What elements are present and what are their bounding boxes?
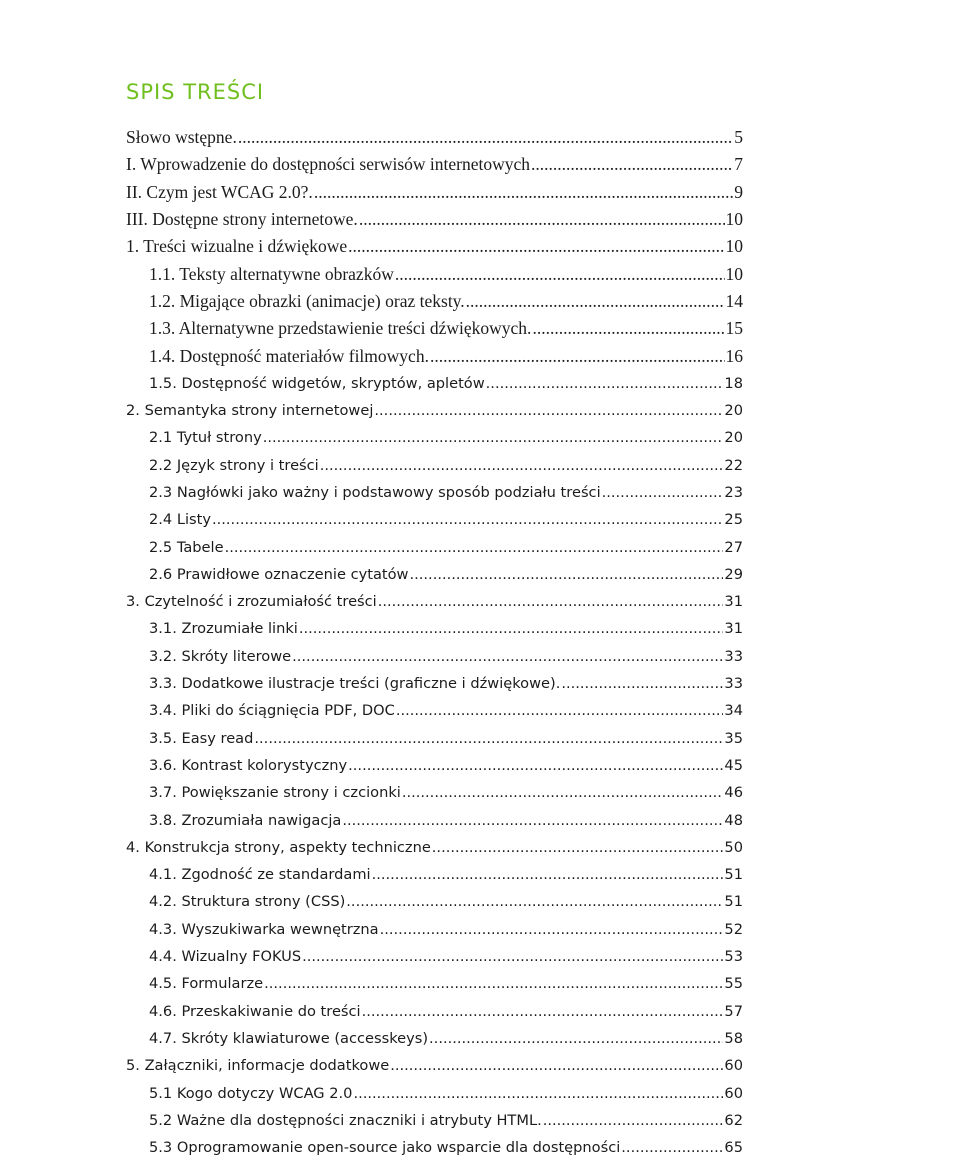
- toc-entry-label: 2.5 Tabele: [149, 538, 224, 556]
- toc-page-number: 52: [724, 920, 743, 938]
- toc-entry-label: 3. Czytelność i zrozumiałość treści: [126, 593, 377, 611]
- toc-dot-leader: [346, 893, 723, 910]
- toc-page-number: 60: [724, 1057, 743, 1075]
- toc-dot-leader: [532, 318, 724, 339]
- toc-dot-leader: [561, 675, 723, 692]
- toc-entry[interactable]: [0, 533, 743, 560]
- toc-dot-leader: [380, 921, 724, 938]
- toc-dot-leader: [432, 839, 724, 856]
- toc-page-number: 25: [724, 511, 743, 529]
- toc-entry[interactable]: [0, 179, 743, 206]
- toc-entry-label: 4.7. Skróty klawiaturowe (accesskeys): [149, 1029, 429, 1047]
- toc-dot-leader: [299, 620, 724, 637]
- toc-dot-leader: [264, 975, 723, 992]
- toc-entry[interactable]: [0, 315, 743, 342]
- toc-dot-leader: [466, 291, 725, 312]
- toc-page-number: 27: [724, 538, 743, 556]
- toc-entry-label: 1.4. Dostępność materiałów filmowych.: [149, 345, 429, 366]
- toc-dot-leader: [348, 236, 724, 257]
- toc-entry[interactable]: [0, 643, 743, 670]
- toc-page-number: 14: [725, 290, 743, 311]
- toc-entry[interactable]: [0, 206, 743, 233]
- toc-dot-leader: [342, 812, 723, 829]
- toc-entry-label: 1. Treści wizualne i dźwiękowe: [126, 236, 348, 257]
- toc-entry[interactable]: [0, 151, 743, 178]
- page-title: SPIS TREŚCI: [126, 80, 265, 104]
- toc-entry-label: 2. Semantyka strony internetowej: [126, 402, 374, 420]
- toc-entry[interactable]: [0, 725, 743, 752]
- toc-page-number: 62: [724, 1111, 743, 1129]
- toc-entry-label: 3.8. Zrozumiała nawigacja: [149, 811, 342, 829]
- toc-entry-label: Słowo wstępne.: [126, 127, 237, 148]
- toc-entry[interactable]: [0, 834, 743, 861]
- toc-page-number: 57: [724, 1002, 743, 1020]
- toc-page-number: 35: [724, 729, 743, 747]
- toc-dot-leader: [238, 127, 733, 148]
- toc-dot-leader: [292, 648, 723, 665]
- toc-entry-label: 3.5. Easy read: [149, 729, 254, 747]
- toc-entry[interactable]: [0, 397, 743, 424]
- toc-entry[interactable]: [0, 1107, 743, 1134]
- toc-entry-label: 2.2 Język strony i treści: [149, 456, 319, 474]
- toc-entry[interactable]: [0, 506, 743, 533]
- toc-dot-leader: [602, 484, 724, 501]
- toc-entry-label: 1.3. Alternatywne przedstawienie treści dźwiękowych.: [149, 318, 532, 339]
- toc-entry-label: 3.3. Dodatkowe ilustracje treści (graficzne i dźwiękowe).: [149, 675, 561, 693]
- toc-entry-label: 4.4. Wizualny FOKUS: [149, 948, 302, 966]
- toc-dot-leader: [362, 1003, 724, 1020]
- toc-dot-leader: [302, 948, 723, 965]
- toc-entry-label: 5.2 Ważne dla dostępności znaczniki i atrybuty HTML.: [149, 1111, 542, 1129]
- toc-page-number: 20: [724, 402, 743, 420]
- toc-entry[interactable]: [0, 943, 743, 970]
- toc-entry-label: 3.7. Powiększanie strony i czcionki: [149, 784, 401, 802]
- toc-dot-leader: [374, 402, 723, 419]
- toc-dot-leader: [263, 429, 724, 446]
- toc-page-number: 50: [724, 838, 743, 856]
- toc-dot-leader: [486, 375, 724, 392]
- toc-page-number: 22: [724, 456, 743, 474]
- toc-page-number: 33: [724, 675, 743, 693]
- toc-entry-label: 2.4 Listy: [149, 511, 211, 529]
- toc-entry-label: 5. Załączniki, informacje dodatkowe: [126, 1057, 390, 1075]
- toc-entry-label: 3.2. Skróty literowe: [149, 647, 292, 665]
- toc-dot-leader: [410, 566, 724, 583]
- toc-entry-label: 5.3 Oprogramowanie open-source jako wsparcie dla dostępności: [149, 1139, 621, 1157]
- toc-entry[interactable]: [0, 670, 743, 697]
- toc-entry[interactable]: [0, 998, 743, 1025]
- toc-page-number: 45: [724, 756, 743, 774]
- toc-entry[interactable]: [0, 916, 743, 943]
- toc-page-number: 31: [724, 593, 743, 611]
- toc-entry-label: 2.1 Tytuł strony: [149, 429, 262, 447]
- toc-entry[interactable]: [0, 697, 743, 724]
- toc-dot-leader: [320, 457, 724, 474]
- toc-page-number: 60: [724, 1084, 743, 1102]
- toc-dot-leader: [402, 784, 724, 801]
- toc-page-number: 18: [724, 374, 743, 392]
- toc-page-number: 46: [724, 784, 743, 802]
- toc-page-number: 51: [724, 893, 743, 911]
- toc-page-number: 55: [724, 975, 743, 993]
- toc-entry-label: II. Czym jest WCAG 2.0?.: [126, 181, 313, 202]
- toc-page-number: 7: [734, 154, 743, 175]
- toc-entry[interactable]: [0, 1052, 743, 1079]
- toc-entry-label: 3.6. Kontrast kolorystyczny: [149, 756, 348, 774]
- toc-dot-leader: [429, 1030, 723, 1047]
- toc-entry-label: 4. Konstrukcja strony, aspekty techniczne: [126, 838, 431, 856]
- toc-dot-leader: [254, 730, 723, 747]
- toc-entry[interactable]: [0, 479, 743, 506]
- toc-dot-leader: [396, 702, 724, 719]
- toc-entry-label: 4.5. Formularze: [149, 975, 264, 993]
- toc-dot-leader: [348, 757, 723, 774]
- toc-entry[interactable]: [0, 452, 743, 479]
- toc-page-number: 34: [724, 702, 743, 720]
- toc-page-number: 10: [725, 236, 743, 257]
- toc-entry[interactable]: [0, 1134, 743, 1161]
- toc-entry-label: 1.5. Dostępność widgetów, skryptów, apletów: [149, 374, 485, 392]
- toc-page-number: 16: [725, 345, 743, 366]
- toc-entry[interactable]: [0, 861, 743, 888]
- toc-dot-leader: [372, 866, 724, 883]
- toc-entry-label: 2.6 Prawidłowe oznaczenie cytatów: [149, 565, 409, 583]
- toc-dot-leader: [359, 209, 725, 230]
- toc-entry-label: 1.1. Teksty alternatywne obrazków: [149, 263, 394, 284]
- toc-dot-leader: [212, 511, 723, 528]
- toc-page-number: 23: [724, 484, 743, 501]
- toc-entry[interactable]: [0, 424, 743, 451]
- toc-entry[interactable]: [0, 806, 743, 833]
- toc-page-number: 65: [724, 1139, 743, 1157]
- toc-entry[interactable]: [0, 124, 743, 151]
- toc-entry-label: 2.3 Nagłówki jako ważny i podstawowy sposób podziału treści: [149, 484, 601, 501]
- toc-entry[interactable]: [0, 970, 743, 997]
- toc-entry[interactable]: [0, 752, 743, 779]
- toc-page-number: 5: [734, 127, 743, 148]
- toc-dot-leader: [314, 182, 733, 203]
- toc-page-number: 53: [724, 948, 743, 966]
- toc-page-number: 31: [724, 620, 743, 638]
- table-of-contents: [0, 124, 960, 1161]
- toc-entry[interactable]: [0, 1025, 743, 1052]
- toc-dot-leader: [378, 593, 724, 610]
- toc-entry-label: 3.1. Zrozumiałe linki: [149, 620, 298, 638]
- toc-entry[interactable]: [0, 233, 743, 260]
- toc-entry-label: 3.4. Pliki do ściągnięcia PDF, DOC: [149, 702, 395, 720]
- toc-entry[interactable]: [0, 260, 743, 287]
- toc-dot-leader: [390, 1057, 723, 1074]
- toc-entry-label: 5.1 Kogo dotyczy WCAG 2.0: [149, 1084, 353, 1102]
- toc-entry-label: 4.6. Przeskakiwanie do treści: [149, 1002, 361, 1020]
- toc-entry[interactable]: [0, 779, 743, 806]
- toc-entry[interactable]: [0, 561, 743, 588]
- toc-page-number: 20: [724, 429, 743, 447]
- toc-entry-label: 4.1. Zgodność ze standardami: [149, 866, 371, 884]
- toc-page-number: 51: [724, 866, 743, 884]
- toc-page-number: 10: [725, 209, 743, 230]
- toc-entry-label: 1.2. Migające obrazki (animacje) oraz teksty.: [149, 290, 465, 311]
- toc-page-number: 48: [724, 811, 743, 829]
- toc-entry[interactable]: [0, 342, 743, 369]
- toc-page-number: 15: [725, 318, 743, 339]
- toc-page-number: 9: [734, 181, 743, 202]
- toc-entry[interactable]: [0, 588, 743, 615]
- toc-page-number: 29: [724, 565, 743, 583]
- toc-entry-label: III. Dostępne strony internetowe.: [126, 209, 358, 230]
- toc-dot-leader: [395, 264, 725, 285]
- toc-page-number: 33: [724, 647, 743, 665]
- toc-dot-leader: [543, 1112, 724, 1129]
- toc-page-number: 10: [725, 263, 743, 284]
- toc-entry[interactable]: [0, 1079, 743, 1106]
- toc-entry[interactable]: [0, 370, 743, 397]
- toc-page-number: 58: [724, 1029, 743, 1047]
- toc-dot-leader: [430, 346, 725, 367]
- toc-dot-leader: [225, 539, 724, 556]
- toc-entry-label: 4.2. Struktura strony (CSS): [149, 893, 346, 911]
- toc-entry[interactable]: [0, 615, 743, 642]
- toc-entry-label: I. Wprowadzenie do dostępności serwisów internetowych: [126, 154, 531, 175]
- toc-dot-leader: [621, 1139, 723, 1156]
- toc-entry[interactable]: [0, 888, 743, 915]
- toc-entry-label: 4.3. Wyszukiwarka wewnętrzna: [149, 920, 379, 938]
- toc-dot-leader: [531, 154, 733, 175]
- toc-dot-leader: [353, 1085, 723, 1102]
- toc-entry[interactable]: [0, 288, 743, 315]
